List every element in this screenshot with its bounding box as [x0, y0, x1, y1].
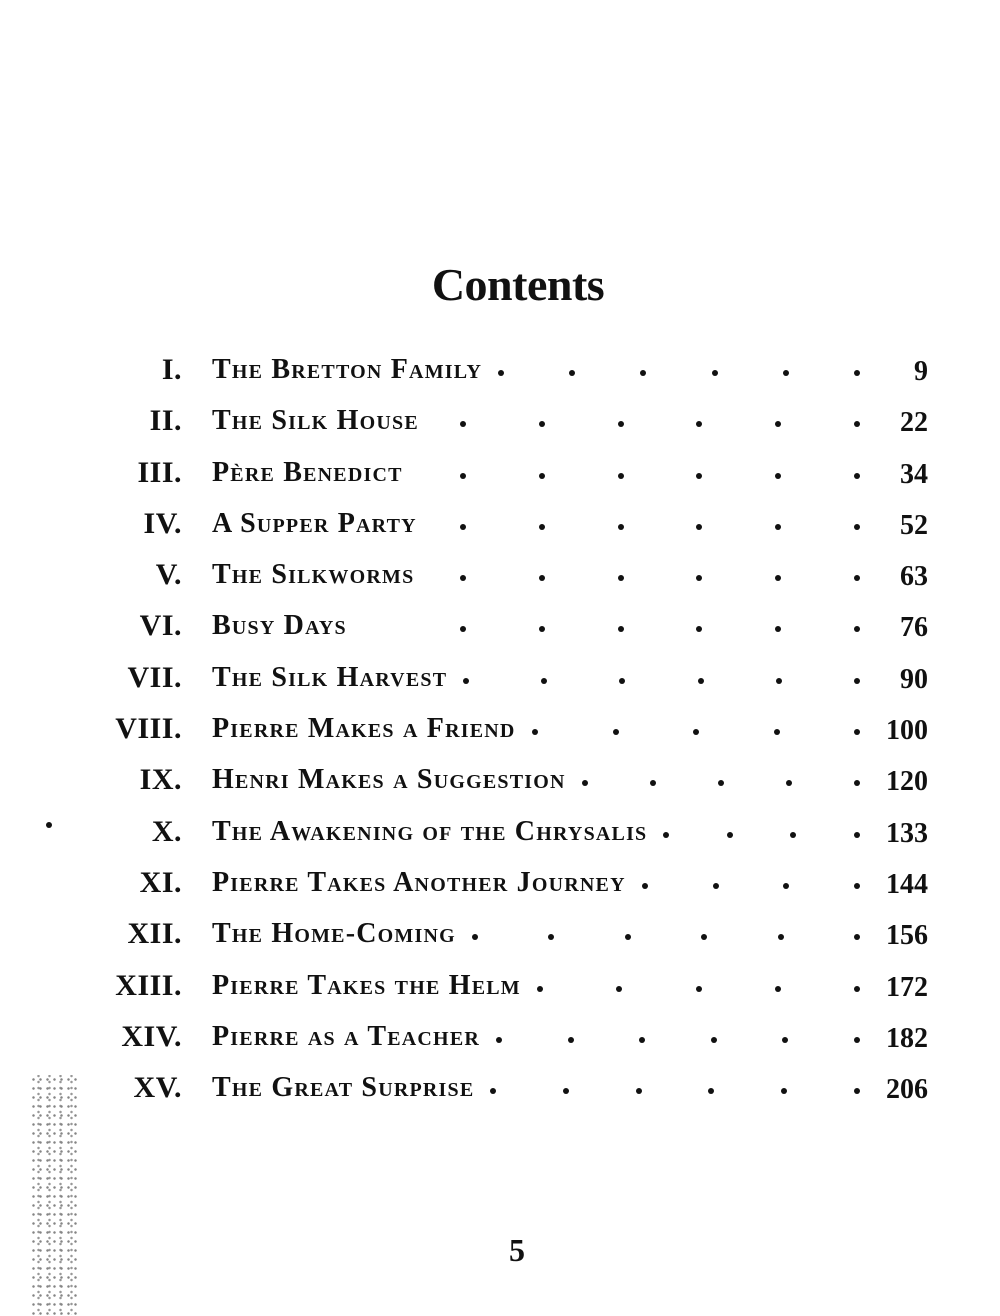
chapter-page-number: 76 [900, 612, 928, 644]
dot-leader [472, 934, 860, 942]
leader-dot [775, 524, 781, 530]
leader-dot [618, 524, 624, 530]
dot-leader [463, 678, 860, 686]
leader-dot [696, 986, 702, 992]
leader-dot [854, 729, 860, 735]
leader-dot [854, 678, 860, 684]
chapter-title: Père Benedict [212, 456, 403, 488]
chapter-numeral: IX. [139, 763, 182, 797]
chapter-page-number: 22 [900, 407, 928, 439]
leader-dot [640, 370, 646, 376]
leader-dot [639, 1037, 645, 1043]
chapter-numeral: I. [161, 353, 182, 386]
leader-dot [696, 421, 702, 427]
toc-entry [0, 962, 1000, 1013]
dot-leader [537, 986, 860, 994]
leader-dot [541, 678, 547, 684]
chapter-title: The Silkworms [212, 559, 415, 591]
chapter-page-number: 90 [900, 663, 928, 695]
leader-dot [854, 986, 860, 992]
leader-dot [618, 421, 624, 427]
leader-dot [696, 473, 702, 479]
chapter-page-number: 156 [886, 920, 928, 952]
leader-dot [616, 986, 622, 992]
leader-dot [775, 626, 781, 632]
chapter-numeral: XII. [127, 917, 182, 951]
page-title: Contents [431, 259, 605, 310]
leader-dot [618, 473, 624, 479]
toc-entry [0, 449, 1000, 500]
chapter-title: A Supper Party [212, 507, 417, 539]
dot-leader [460, 524, 860, 532]
chapter-page-number: 100 [886, 715, 928, 747]
dot-leader [498, 370, 860, 378]
chapter-numeral: XI. [139, 865, 182, 899]
chapter-page-number: 34 [900, 458, 928, 490]
chapter-numeral: II. [149, 404, 182, 438]
chapter-page-number: 144 [886, 868, 928, 900]
toc-entry [0, 1013, 1000, 1064]
leader-dot [854, 780, 860, 786]
leader-dot [854, 473, 860, 479]
leader-dot [786, 780, 792, 786]
scan-edge-speckle [30, 1075, 80, 1315]
leader-dot [711, 1037, 717, 1043]
leader-dot [696, 524, 702, 530]
chapter-title: The Home-Coming [212, 918, 456, 950]
leader-dot [708, 1088, 714, 1094]
chapter-numeral: XIV. [121, 1019, 182, 1053]
leader-dot [781, 1088, 787, 1094]
chapter-title: Pierre Takes Another Journey [212, 866, 626, 898]
leader-dot [854, 934, 860, 940]
leader-dot [775, 473, 781, 479]
toc-entry [0, 602, 1000, 653]
leader-dot [701, 934, 707, 940]
leader-dot [618, 575, 624, 581]
leader-dot [663, 832, 669, 838]
toc-entry [0, 500, 1000, 551]
chapter-page-number: 133 [886, 817, 928, 849]
toc-entry [0, 551, 1000, 602]
leader-dot [472, 934, 478, 940]
leader-dot [776, 678, 782, 684]
chapter-title: Pierre Makes a Friend [212, 713, 516, 745]
leader-dot [854, 421, 860, 427]
leader-dot [613, 729, 619, 735]
chapter-page-number: 206 [886, 1074, 928, 1106]
chapter-numeral: IV. [143, 506, 182, 540]
chapter-numeral: VIII. [115, 712, 182, 746]
leader-dot [569, 370, 575, 376]
dot-leader [460, 421, 860, 429]
dot-leader [582, 780, 860, 788]
dot-leader [460, 473, 860, 481]
chapter-title: The Silk House [212, 405, 419, 437]
dot-leader [490, 1088, 860, 1096]
leader-dot [463, 678, 469, 684]
leader-dot [693, 729, 699, 735]
chapter-title: Pierre as a Teacher [212, 1020, 480, 1052]
leader-dot [496, 1037, 502, 1043]
chapter-page-number: 120 [886, 766, 928, 798]
leader-dot [854, 370, 860, 376]
leader-dot [650, 780, 656, 786]
toc-entry [0, 756, 1000, 807]
leader-dot [774, 729, 780, 735]
dot-leader [460, 575, 860, 583]
leader-dot [775, 986, 781, 992]
chapter-numeral: V. [155, 558, 182, 592]
leader-dot [636, 1088, 642, 1094]
leader-dot [625, 934, 631, 940]
leader-dot [498, 370, 504, 376]
leader-dot [537, 986, 543, 992]
toc-entry [0, 705, 1000, 756]
leader-dot [532, 729, 538, 735]
chapter-title: Henri Makes a Suggestion [212, 764, 566, 796]
toc-entry [0, 910, 1000, 961]
leader-dot [563, 1088, 569, 1094]
leader-dot [790, 832, 796, 838]
chapter-title: The Bretton Family [212, 354, 483, 385]
chapter-title: The Awakening of the Chrysalis [212, 815, 648, 847]
chapter-numeral: VI. [139, 609, 182, 643]
leader-dot [712, 370, 718, 376]
leader-dot [539, 421, 545, 427]
chapter-numeral: VII. [127, 660, 182, 694]
leader-dot [854, 575, 860, 581]
page-number: 5 [509, 1232, 525, 1268]
leader-dot [490, 1088, 496, 1094]
chapter-page-number: 63 [900, 561, 928, 593]
dot-leader [460, 626, 860, 634]
chapter-numeral: XIII. [115, 968, 182, 1002]
chapter-title: Busy Days [212, 610, 347, 642]
leader-dot [854, 883, 860, 889]
leader-dot [460, 473, 466, 479]
leader-dot [718, 780, 724, 786]
dot-leader [496, 1037, 860, 1045]
leader-dot [854, 626, 860, 632]
leader-dot [854, 1037, 860, 1043]
leader-dot [713, 883, 719, 889]
leader-dot [568, 1037, 574, 1043]
chapter-numeral: III. [137, 455, 182, 489]
leader-dot [696, 626, 702, 632]
leader-dot [783, 370, 789, 376]
toc-entry [0, 1064, 1000, 1115]
leader-dot [775, 421, 781, 427]
chapter-numeral: XV. [133, 1071, 182, 1105]
leader-dot [696, 575, 702, 581]
leader-dot [854, 832, 860, 838]
chapter-page-number: 172 [886, 971, 928, 1003]
toc-entry [0, 397, 1000, 448]
chapter-page-number: 52 [900, 509, 928, 541]
toc-entry [0, 859, 1000, 910]
chapter-title: The Silk Harvest [212, 661, 448, 693]
dot-leader [642, 883, 860, 891]
toc-entry [0, 654, 1000, 705]
leader-dot [539, 575, 545, 581]
leader-dot [539, 524, 545, 530]
leader-dot [854, 524, 860, 530]
leader-dot [854, 1088, 860, 1094]
leader-dot [460, 524, 466, 530]
leader-dot [727, 832, 733, 838]
table-of-contents [0, 346, 1000, 1115]
dot-leader [532, 729, 860, 737]
leader-dot [618, 626, 624, 632]
leader-dot [539, 473, 545, 479]
leader-dot [548, 934, 554, 940]
toc-entry [0, 346, 1000, 397]
chapter-page-number: 182 [886, 1022, 928, 1054]
leader-dot [783, 883, 789, 889]
toc-entry [0, 808, 1000, 859]
leader-dot [778, 934, 784, 940]
chapter-title: Pierre Takes the Helm [212, 969, 521, 1001]
leader-dot [539, 626, 545, 632]
leader-dot [698, 678, 704, 684]
chapter-page-number: 9 [914, 356, 928, 387]
leader-dot [782, 1037, 788, 1043]
leader-dot [460, 421, 466, 427]
dot-leader [663, 832, 860, 840]
chapter-title: The Great Surprise [212, 1072, 475, 1104]
leader-dot [619, 678, 625, 684]
leader-dot [460, 626, 466, 632]
leader-dot [582, 780, 588, 786]
scan-speck [46, 822, 52, 828]
leader-dot [642, 883, 648, 889]
leader-dot [775, 575, 781, 581]
leader-dot [460, 575, 466, 581]
chapter-numeral: X. [151, 814, 182, 848]
